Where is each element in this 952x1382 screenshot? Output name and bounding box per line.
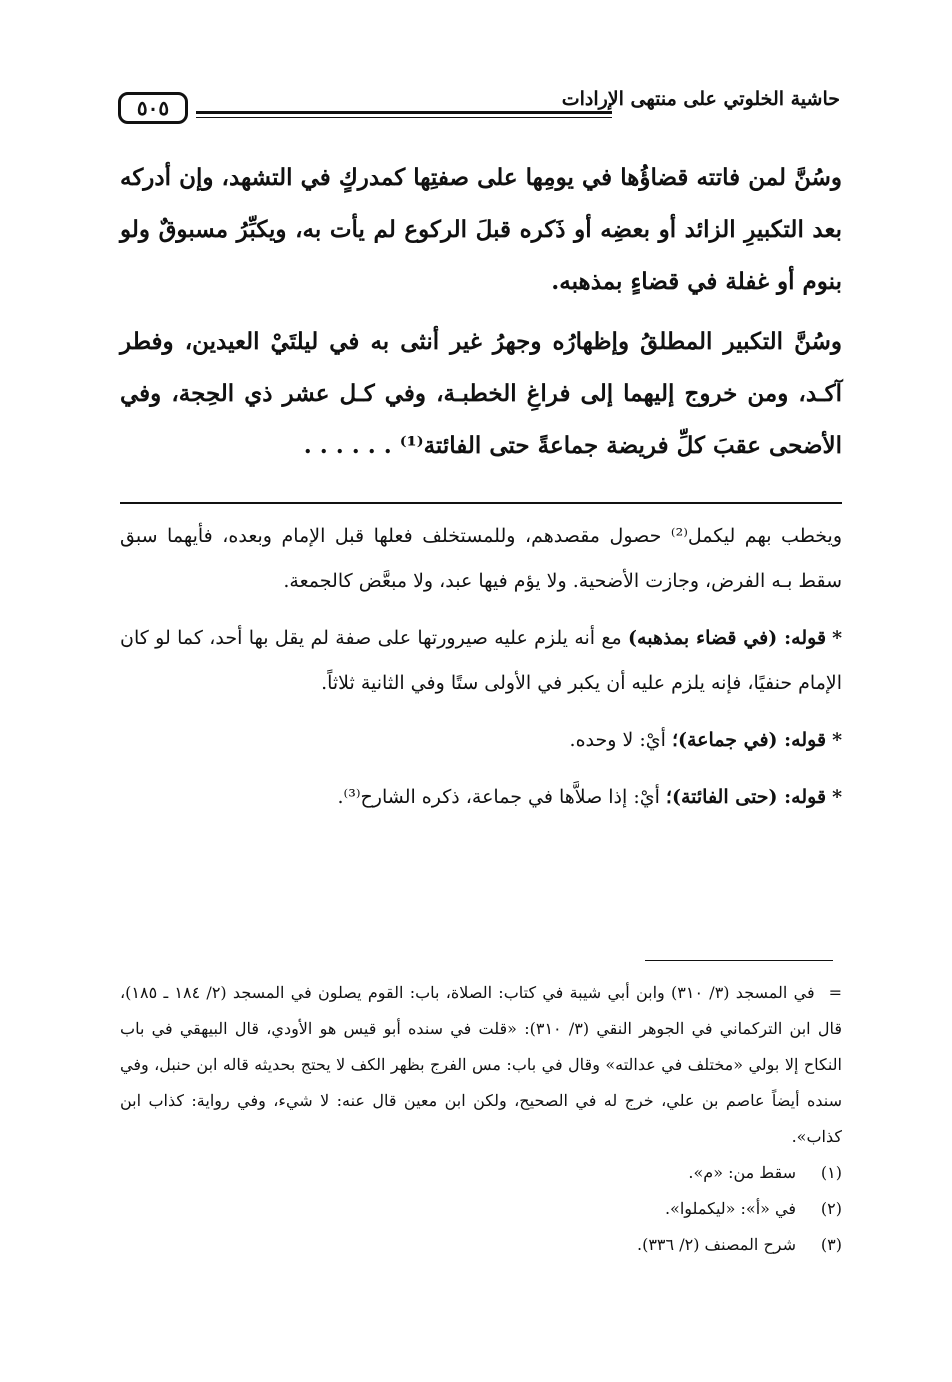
running-header xyxy=(118,86,840,132)
commentary-note xyxy=(120,718,842,763)
footnote-number: (٢) xyxy=(820,1199,842,1218)
commentary-paragraph: ويخطب بهم ليكمل⁽²⁾ حصول مقصدهم، وللمستخلف فعلها قبل الإمام وبعده، فأيهما سبق سقط بـه الفرض، وجازت الأضحية. ولا يؤم فيها عبد، ولا مبعَّض كالجمعة. xyxy=(120,525,843,592)
text-divider xyxy=(120,502,842,504)
asterisk-marker: * xyxy=(832,627,842,649)
asterisk-marker: * xyxy=(832,786,842,808)
commentary-note xyxy=(120,775,842,820)
footnote-item xyxy=(120,1155,842,1191)
header-rule xyxy=(196,111,612,118)
asterisk-marker: * xyxy=(832,729,842,751)
page-number: ٥٠٥ xyxy=(118,92,188,124)
note-lemma: قوله: (في جماعة)؛ xyxy=(671,729,827,751)
footnote-continuation-text: في المسجد (٣/ ٣١٠) وابن أبي شيبة في كتاب: الصلاة، باب: القوم يصلون في المسجد (٢/ ١٨٤ ـ ١٨٥)، قال ابن التركماني في الجوهر النقي (٣/ ٣١٠): «قلت في سنده أبو قيس هو الأودي، قال البيهقي في باب النكاح إلا بولي «مختلف في عدالته» وقال في باب: مس الفرج بظهر الكف لا يحتج بحديثه قاله ابن حنبل، وفي سنده أيضاً عاصم بن علي، خرج له في الصحيح، ولكن ابن معين قال عنه: لا شيء، وفي رواية: كذاب ابن كذاب». xyxy=(120,983,843,1146)
note-text: أيْ: إذا صلاَّها في جماعة، ذكره الشارح⁽³⁾. xyxy=(337,786,666,808)
note-text: أيْ: لا وحده. xyxy=(569,729,672,751)
note-lemma: قوله: (في قضاء بمذهبه) xyxy=(628,627,827,649)
note-lemma: قوله: (حتى الفائتة)؛ xyxy=(665,786,827,808)
commentary-note xyxy=(120,616,842,706)
footnotes xyxy=(120,975,842,1263)
book-title: حاشية الخلوتي على منتهى الإرادات xyxy=(561,88,840,110)
footnote-item xyxy=(120,1227,842,1263)
footnote-divider xyxy=(645,960,833,961)
footnote-continuation xyxy=(120,975,842,1155)
footnote-text: سقط من: «م». xyxy=(688,1163,796,1182)
main-text xyxy=(120,152,842,480)
main-paragraph: وسُنَّ التكبير المطلقُ وإظهارُه وجهرُ غير أنثى به في ليلتَيْ العيدين، وفطر آكـد، ومن خروج إليهما إلى فراغِ الخطبـة، وفي كـل عشر ذي الحِجة، وفي الأضحى عقبَ كلِّ فريضة جماعةً حتى الفائتة⁽¹⁾ . . . . . . xyxy=(120,328,842,459)
note-text: مع أنه يلزم عليه صيرورتها على صفة لم يقل بها أحد، كما لو كان الإمام حنفيًا، فإنه يلزم عليه أن يكبر في الأولى ستًا وفي الثانية ثلاثاً. xyxy=(120,627,842,694)
footnote-number: (١) xyxy=(820,1163,842,1182)
commentary-text xyxy=(120,514,842,832)
continuation-mark: = xyxy=(828,983,843,1002)
main-paragraph: وسُنَّ لمن فاتته قضاؤُها في يومِها على صفتِها كمدركٍ في التشهد، وإن أدركه بعد التكبيرِ الزائد أو بعضِه أو ذَكره قبلَ الركوع لم يأت به، ويكبِّرُ مسبوقٌ ولو بنوم أو غفلة في قضاءٍ بمذهبه. xyxy=(120,164,842,295)
footnote-text: شرح المصنف (٢/ ٣٣٦). xyxy=(637,1235,796,1254)
footnote-text: في «أ»: «ليكملوا». xyxy=(664,1199,796,1218)
footnote-number: (٣) xyxy=(820,1235,842,1254)
footnote-item xyxy=(120,1191,842,1227)
